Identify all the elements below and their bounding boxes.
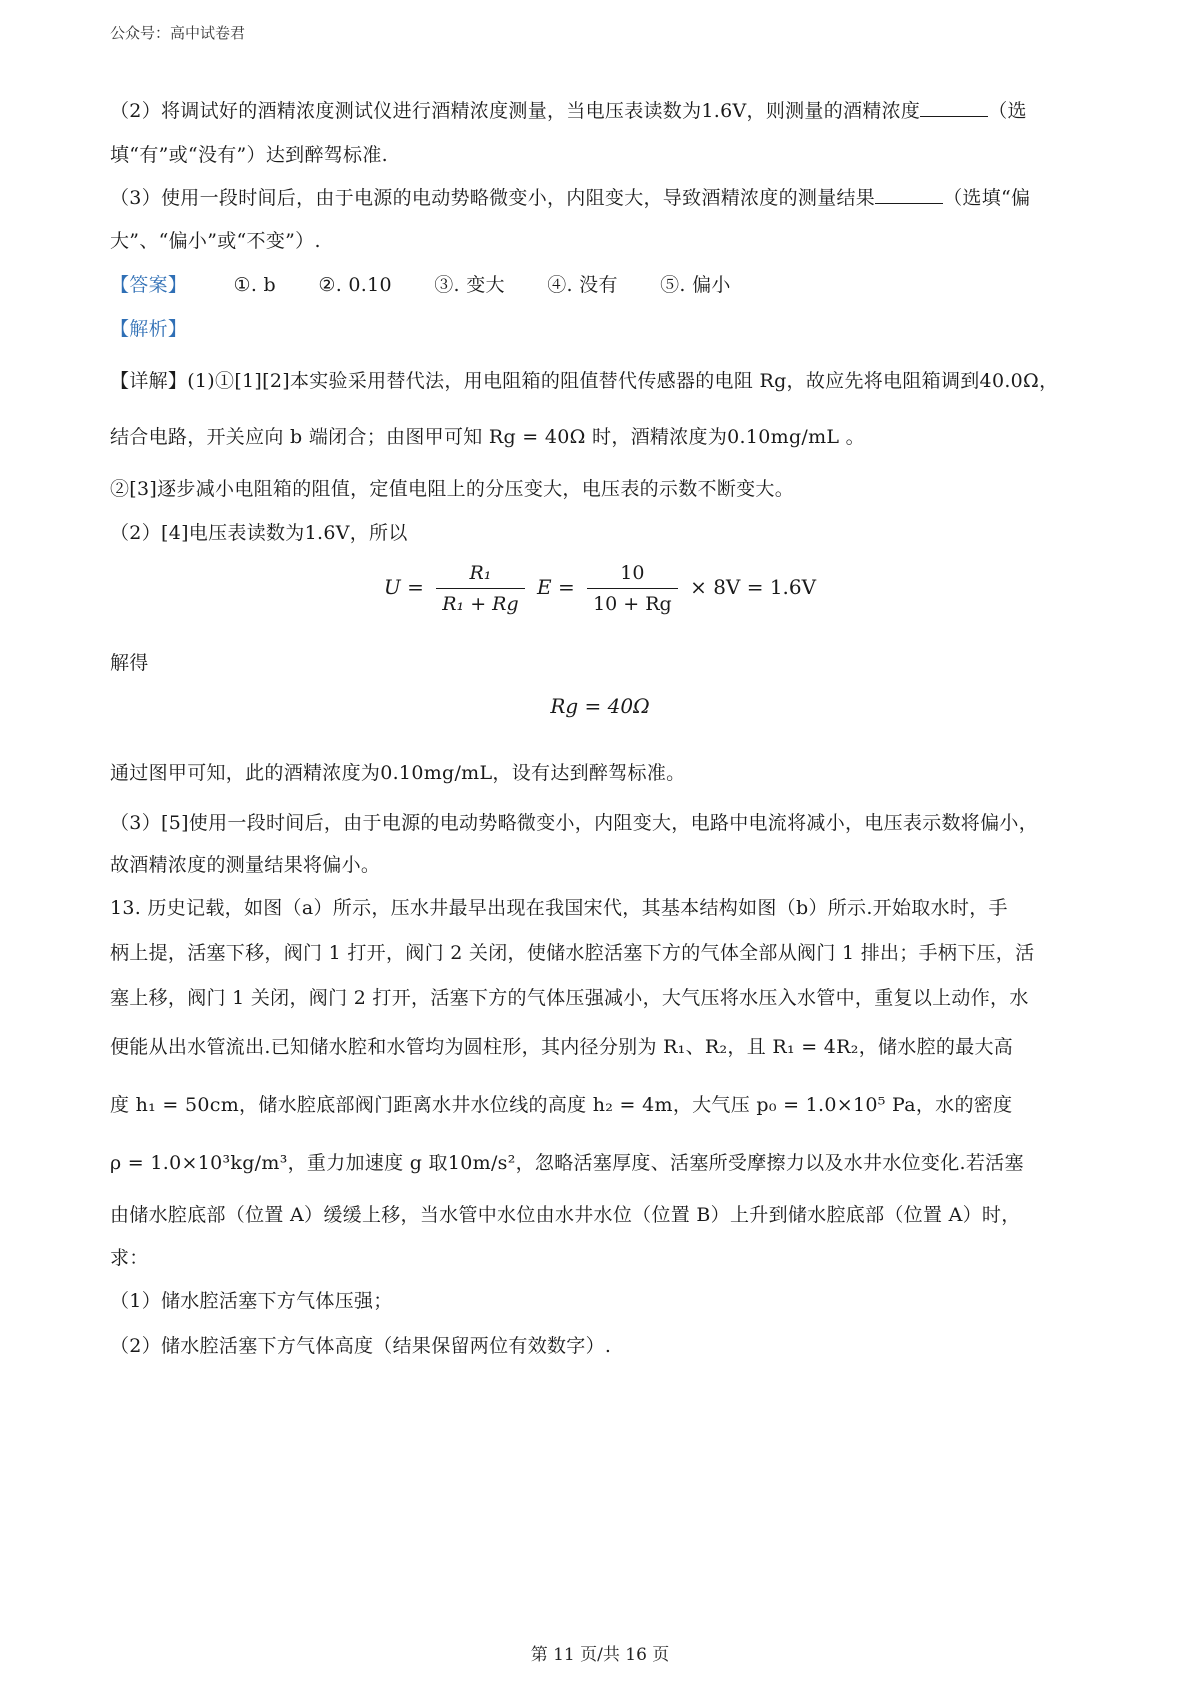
equation-voltage [0, 562, 1200, 615]
detail-line-2: 结合电路，开关应向 b 端闭合；由图甲可知 Rg = 40Ω 时，酒精浓度为0.10mg/mL 。 [110, 426, 865, 448]
answer-item: ①. b [233, 274, 277, 296]
eq-fraction-1 [436, 562, 524, 615]
q13-sub-1: （1）储水腔活塞下方气体压强； [110, 1290, 393, 1312]
answer-blank [920, 100, 988, 117]
analysis-label: 【解析】 [110, 318, 188, 340]
answer-row [110, 270, 767, 297]
equation-result: Rg = 40Ω [550, 694, 650, 718]
header-account: 公众号：高中试卷君 [110, 24, 246, 42]
answer-blank [875, 187, 943, 204]
q13-line-1: 13. 历史记载，如图（a）所示，压水井最早出现在我国宋代，其基本结构如图（b）所示.开始取水时，手 [110, 897, 1008, 919]
q13-line-6: ρ = 1.0×10³kg/m³，重力加速度 g 取10m/s²，忽略活塞厚度、活塞所受摩擦力以及水井水位变化.若活塞 [110, 1152, 1024, 1174]
q12-part2-text: （2）将调试好的酒精浓度测试仪进行酒精浓度测量，当电压表读数为1.6V，则测量的酒精浓度 [110, 100, 921, 122]
eq-rhs: × 8V = 1.6V [690, 575, 817, 599]
fraction-denominator: 10 + Rg [587, 588, 678, 615]
eq-mid: E = [536, 575, 575, 599]
eq-fraction-2 [587, 562, 678, 615]
q12-part3-line2: 大”、“偏小”或“不变”）. [110, 230, 321, 252]
answer-item: ④. 没有 [547, 274, 618, 296]
q12-part2-line1 [110, 96, 1027, 123]
q12-part2-choice: （选 [988, 100, 1027, 122]
answer-item: ③. 变大 [434, 274, 505, 296]
q12-part2-line2: 填“有”或“没有”）达到醉驾标准. [110, 144, 388, 166]
fraction-denominator: R₁ + Rg [436, 588, 524, 615]
fraction-numerator: R₁ [469, 562, 492, 584]
detail-line-5: 通过图甲可知，此的酒精浓度为0.10mg/mL，设有达到醉驾标准。 [110, 762, 686, 784]
q13-line-8: 求： [110, 1247, 149, 1269]
detail-line-6: （3）[5]使用一段时间后，由于电源的电动势略微变小，内阻变大，电路中电流将减小，电压表示数将偏小， [110, 812, 1039, 834]
q13-line-3: 塞上移，阀门 1 关闭，阀门 2 打开，活塞下方的气体压强减小，大气压将水压入水管中，重复以上动作，水 [110, 987, 1029, 1009]
fraction-numerator: 10 [620, 562, 645, 584]
answer-label: 【答案】 [110, 274, 188, 296]
eq-lhs: U = [383, 575, 424, 599]
solve-label: 解得 [110, 652, 149, 674]
answer-item: ⑤. 偏小 [660, 274, 731, 296]
q13-line-5: 度 h₁ = 50cm，储水腔底部阀门距离水井水位线的高度 h₂ = 4m，大气压 p₀ = 1.0×10⁵ Pa，水的密度 [110, 1094, 1013, 1116]
page-number: 第 11 页/共 16 页 [530, 1645, 670, 1665]
q12-part3-choice: （选填“偏 [943, 187, 1031, 209]
answer-item: ②. 0.10 [318, 274, 392, 296]
detail-line-7: 故酒精浓度的测量结果将偏小。 [110, 854, 381, 876]
q13-line-7: 由储水腔底部（位置 A）缓缓上移，当水管中水位由水井水位（位置 B）上升到储水腔底部（位置 A）时， [110, 1204, 1021, 1226]
detail-line-4: （2）[4]电压表读数为1.6V，所以 [110, 522, 408, 544]
q12-part3-line1 [110, 183, 1030, 210]
q13-line-4: 便能从出水管流出.已知储水腔和水管均为圆柱形，其内径分别为 R₁、R₂，且 R₁ = 4R₂，储水腔的最大高 [110, 1036, 1014, 1058]
q12-part3-text: （3）使用一段时间后，由于电源的电动势略微变小，内阻变大，导致酒精浓度的测量结果 [110, 187, 876, 209]
detail-line-3: ②[3]逐步减小电阻箱的阻值，定值电阻上的分压变大，电压表的示数不断变大。 [110, 478, 795, 500]
q13-sub-2: （2）储水腔活塞下方气体高度（结果保留两位有效数字）. [110, 1335, 612, 1357]
q13-line-2: 柄上提，活塞下移，阀门 1 打开，阀门 2 关闭，使储水腔活塞下方的气体全部从阀门 1 排出；手柄下压，活 [110, 942, 1035, 964]
detail-line-1: 【详解】(1)①[1][2]本实验采用替代法，用电阻箱的阻值替代传感器的电阻 Rg，故应先将电阻箱调到40.0Ω， [110, 370, 1059, 392]
